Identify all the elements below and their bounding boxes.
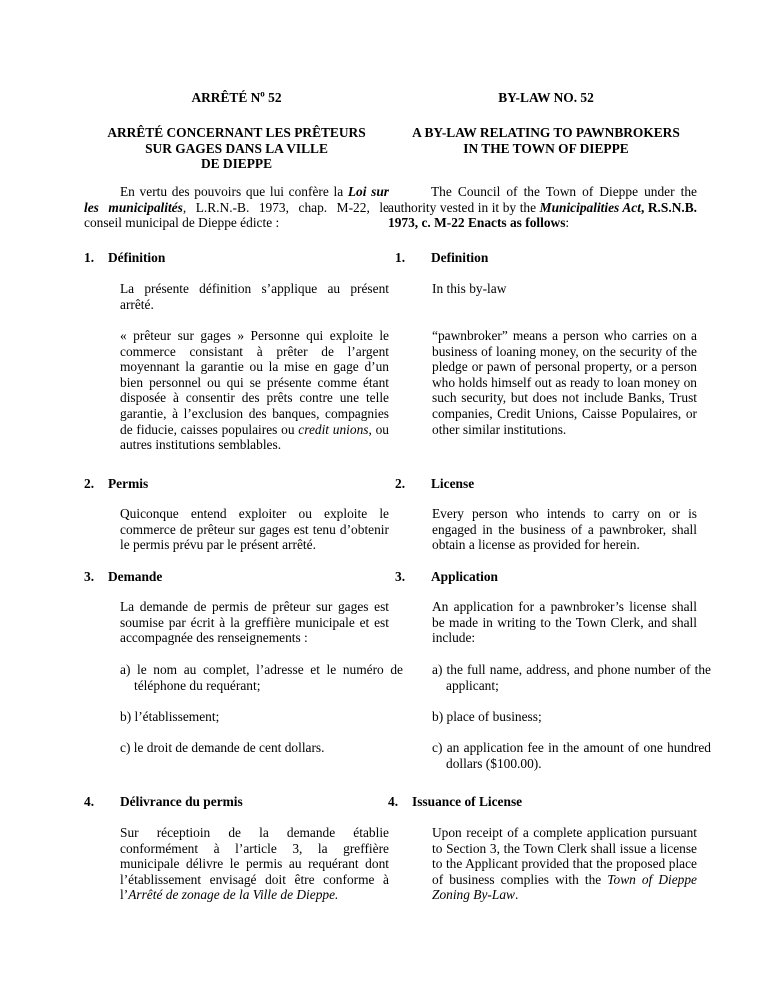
section-2-heading-en: 2. License: [395, 476, 475, 491]
preamble-en: The Council of the Town of Dieppe under the authority vested in it by the Municipalities Act, R.S.N.B. 1973, c. M-22 Enacts as follows:: [388, 184, 697, 231]
section-4-text-fr: Sur réceptioin de la demande établie conformément à l’article 3, la greffière municipale délivre le permis au requérant dont l’établissement envisagé doit être conforme à l’Arrêté de zonage de la Ville de Dieppe.: [120, 825, 389, 903]
section-2-text-fr: Quiconque entend exploiter ou exploite le commerce de prêteur sur gages est tenu d’obtenir le permis prévu par le présent arrêté.: [120, 506, 389, 553]
bylaw-number-fr: ARRÊTÉ $N^o$ 52: [191, 88, 282, 105]
bylaw-number-en: BY-LAW NO. 52: [498, 90, 594, 105]
section-3-item-c-fr: c) le droit de demande de cent dollars.: [120, 740, 325, 755]
section-3-heading-en: 3. Application: [395, 569, 498, 584]
section-3-item-a-en: a) the full name, address, and phone number of the applicant;: [432, 662, 711, 693]
section-1-heading-fr: 1. Définition: [84, 250, 166, 265]
section-1-intro-fr: La présente définition s’applique au présent arrêté.: [120, 281, 389, 312]
section-1-intro-en: In this by-law: [432, 281, 507, 296]
section-4-heading-fr: 4. Délivrance du permis: [84, 794, 243, 809]
section-3-item-b-fr: b) l’établissement;: [120, 709, 220, 724]
bylaw-title-en: A BY-LAW RELATING TO PAWNBROKERS IN THE TOWN OF DIEPPE: [412, 125, 680, 156]
section-1-heading-en: 1. Definition: [395, 250, 489, 265]
section-4-text-en: Upon receipt of a complete application pursuant to Section 3, the Town Clerk shall issue a license to the Applicant provided that the proposed place of business complies with the Town of Dieppe Zoning By-Law.: [432, 825, 697, 903]
section-2-text-en: Every person who intends to carry on or is engaged in the business of a pawnbroker, shall obtain a license as provided for herein.: [432, 506, 697, 553]
section-3-item-b-en: b) place of business;: [432, 709, 542, 724]
section-3-intro-en: An application for a pawnbroker’s license shall be made in writing to the Town Clerk, and shall include:: [432, 599, 697, 646]
section-3-intro-fr: La demande de permis de prêteur sur gages est soumise par écrit à la greffière municipale et est accompagnée des renseignements :: [120, 599, 389, 646]
section-3-item-c-en: c) an application fee in the amount of one hundred dollars ($100.00).: [432, 740, 711, 771]
bylaw-title-fr: ARRÊTÉ CONCERNANT LES PRÊTEURS SUR GAGES DANS LA VILLE DE DIEPPE: [107, 125, 366, 172]
section-3-heading-fr: 3. Demande: [84, 569, 163, 584]
section-1-definition-en: “pawnbroker” means a person who carries on a business of loaning money, on the security of the pledge or pawn of personal property, or a person who holds himself out as ready to loan money on such security, but does not include Banks, Trust companies, Credit Unions, Caisse Populaires, or other similar institutions.: [432, 328, 697, 437]
section-1-definition-fr: « prêteur sur gages » Personne qui exploite le commerce consistant à prêter de l’argent moyennant la garantie ou la mise en gage d’un bien personnel ou qui se présente comme étant disposée à consentir des prêts contre une telle garantie, à l’exclusion des banques, compagnies de fiducie, caisses populaires ou credit unions, ou autres institutions semblables.: [120, 328, 389, 453]
section-3-item-a-fr: a) le nom au complet, l’adresse et le numéro de téléphone du requérant;: [120, 662, 403, 693]
section-4-heading-en: 4. Issuance of License: [388, 794, 523, 809]
section-2-heading-fr: 2. Permis: [84, 476, 149, 491]
preamble-fr: En vertu des pouvoirs que lui confère la Loi sur les municipalités, L.R.N.-B. 1973, chap. M-22, le conseil municipal de Dieppe édicte :: [84, 184, 390, 231]
